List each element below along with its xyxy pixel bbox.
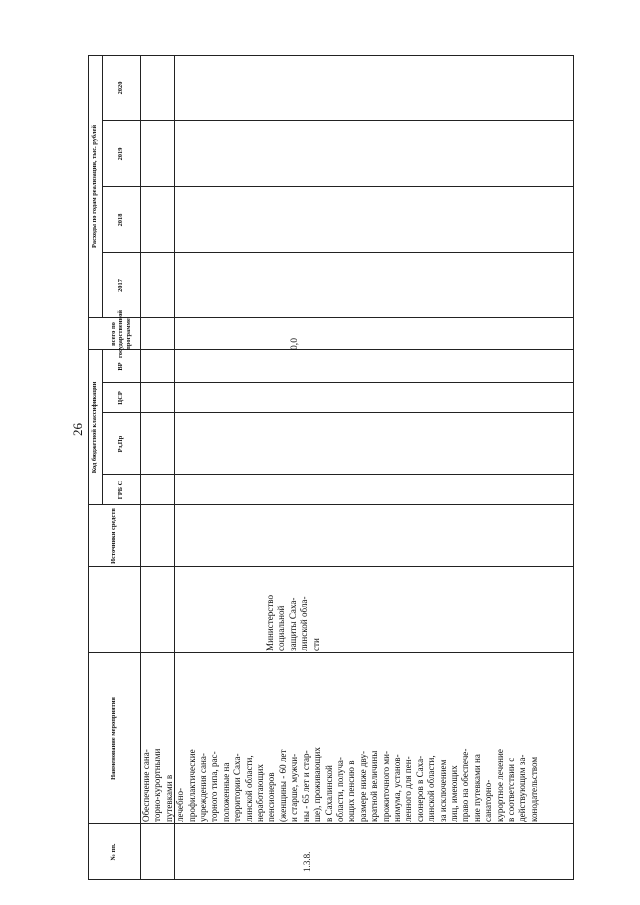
- activity-name-line: (женщины - 60 лет: [277, 749, 288, 822]
- activity-name-line: торного типа, рас-: [209, 751, 220, 822]
- col-rule-6: [102, 412, 574, 413]
- activity-name-line: лиц, имеющих: [448, 765, 459, 822]
- activity-name-line: учреждения сана-: [198, 753, 209, 822]
- header-executor: [88, 567, 140, 653]
- activity-name-line: пенсионеров: [266, 772, 277, 822]
- activity-name-line: кратной величины: [369, 750, 380, 822]
- activity-name-line: территории Саха-: [232, 753, 243, 822]
- header-budget-code: Код бюджетной классификации: [91, 381, 99, 474]
- activity-name-line: путевками в: [163, 774, 174, 822]
- col-rule-8: [88, 349, 574, 350]
- activity-name-line: сионеров в Саха-: [414, 755, 425, 822]
- activity-name-line: действующим за-: [517, 754, 528, 822]
- activity-name: [141, 747, 540, 822]
- activity-name-line: нимума, установ-: [391, 754, 402, 822]
- activity-name-line: неработающих: [255, 764, 266, 822]
- activity-name-line: ние путевками на: [471, 754, 482, 822]
- page-number: 26: [70, 423, 85, 436]
- executor-name-line: линской обла-: [299, 596, 310, 651]
- header-year-2020: 2020: [117, 81, 125, 95]
- col-rule-4: [88, 504, 574, 505]
- col-rule-11: [102, 186, 574, 187]
- executor-name-line: Министерство: [265, 594, 275, 651]
- executor-name-line: сти: [310, 638, 321, 651]
- activity-name-line: курортное лечение: [494, 749, 505, 822]
- col-rule-10: [102, 252, 574, 253]
- executor-name-line: социальной: [276, 605, 287, 651]
- activity-name-line: области, получа-: [334, 757, 345, 822]
- header-grbs: ГРБ С: [117, 480, 125, 500]
- activity-name-line: конодательством: [528, 756, 539, 822]
- col-rule-2: [88, 652, 574, 653]
- header-expenses: Расходы по годам реализации, тыс. рублей: [91, 124, 99, 249]
- activity-name-line: санаторно-: [483, 779, 494, 822]
- col-rule-5: [102, 474, 574, 475]
- col-rule-3: [88, 566, 574, 567]
- activity-name-line: профилактические: [186, 749, 197, 822]
- activity-name-line: ше), проживающих: [312, 747, 323, 822]
- activity-name-line: торно-курортными: [152, 748, 163, 822]
- activity-name-line: линской области,: [243, 755, 254, 822]
- executor-name-line: защиты Саха-: [287, 597, 298, 651]
- header-year-2017: 2017: [117, 279, 125, 292]
- col-rule-1: [88, 823, 574, 824]
- program-table: [88, 55, 574, 880]
- col-rule-12: [102, 120, 574, 121]
- total-value: 0,0: [289, 338, 300, 350]
- activity-name-line: прожиточного ми-: [380, 750, 391, 822]
- header-year-2019: 2019: [117, 147, 125, 161]
- activity-name-line: линской области,: [426, 755, 437, 822]
- activity-name-line: право на обеспече-: [460, 748, 471, 822]
- activity-name-line: размере ниже дву-: [357, 750, 368, 822]
- activity-name-line: ленного для пен-: [403, 756, 414, 822]
- activity-name-line: положенные на: [220, 762, 231, 822]
- header-vr: ВР: [117, 362, 125, 371]
- executor-name: [265, 595, 322, 651]
- header-csr: ЦСР: [117, 391, 125, 405]
- activity-name-line: ны - 65 лет и стар-: [300, 750, 311, 822]
- activity-name-line: ющих пенсию в: [346, 760, 357, 822]
- activity-name-line: Обеспечение сана-: [141, 749, 151, 822]
- header-year-2018: 2018: [117, 213, 125, 227]
- header-total: всего по государственной программе: [109, 310, 132, 358]
- activity-name-line: и старше, мужчи-: [289, 753, 300, 822]
- header-name: Наименование мероприятия: [110, 697, 118, 780]
- row-number: 1.3.8.: [302, 851, 312, 872]
- activity-name-line: в соответствии с: [506, 757, 516, 822]
- col-rule-7: [102, 382, 574, 383]
- header-rzpr: Рз,Пр: [117, 435, 125, 453]
- activity-name-line: за исключением: [437, 759, 448, 822]
- col-rule-9: [88, 317, 574, 318]
- activity-name-line: лечебно-: [175, 787, 186, 822]
- header-source: Источники средств: [110, 508, 118, 564]
- header-num: № пп.: [110, 843, 118, 861]
- activity-name-line: в Сахалинской: [323, 765, 334, 822]
